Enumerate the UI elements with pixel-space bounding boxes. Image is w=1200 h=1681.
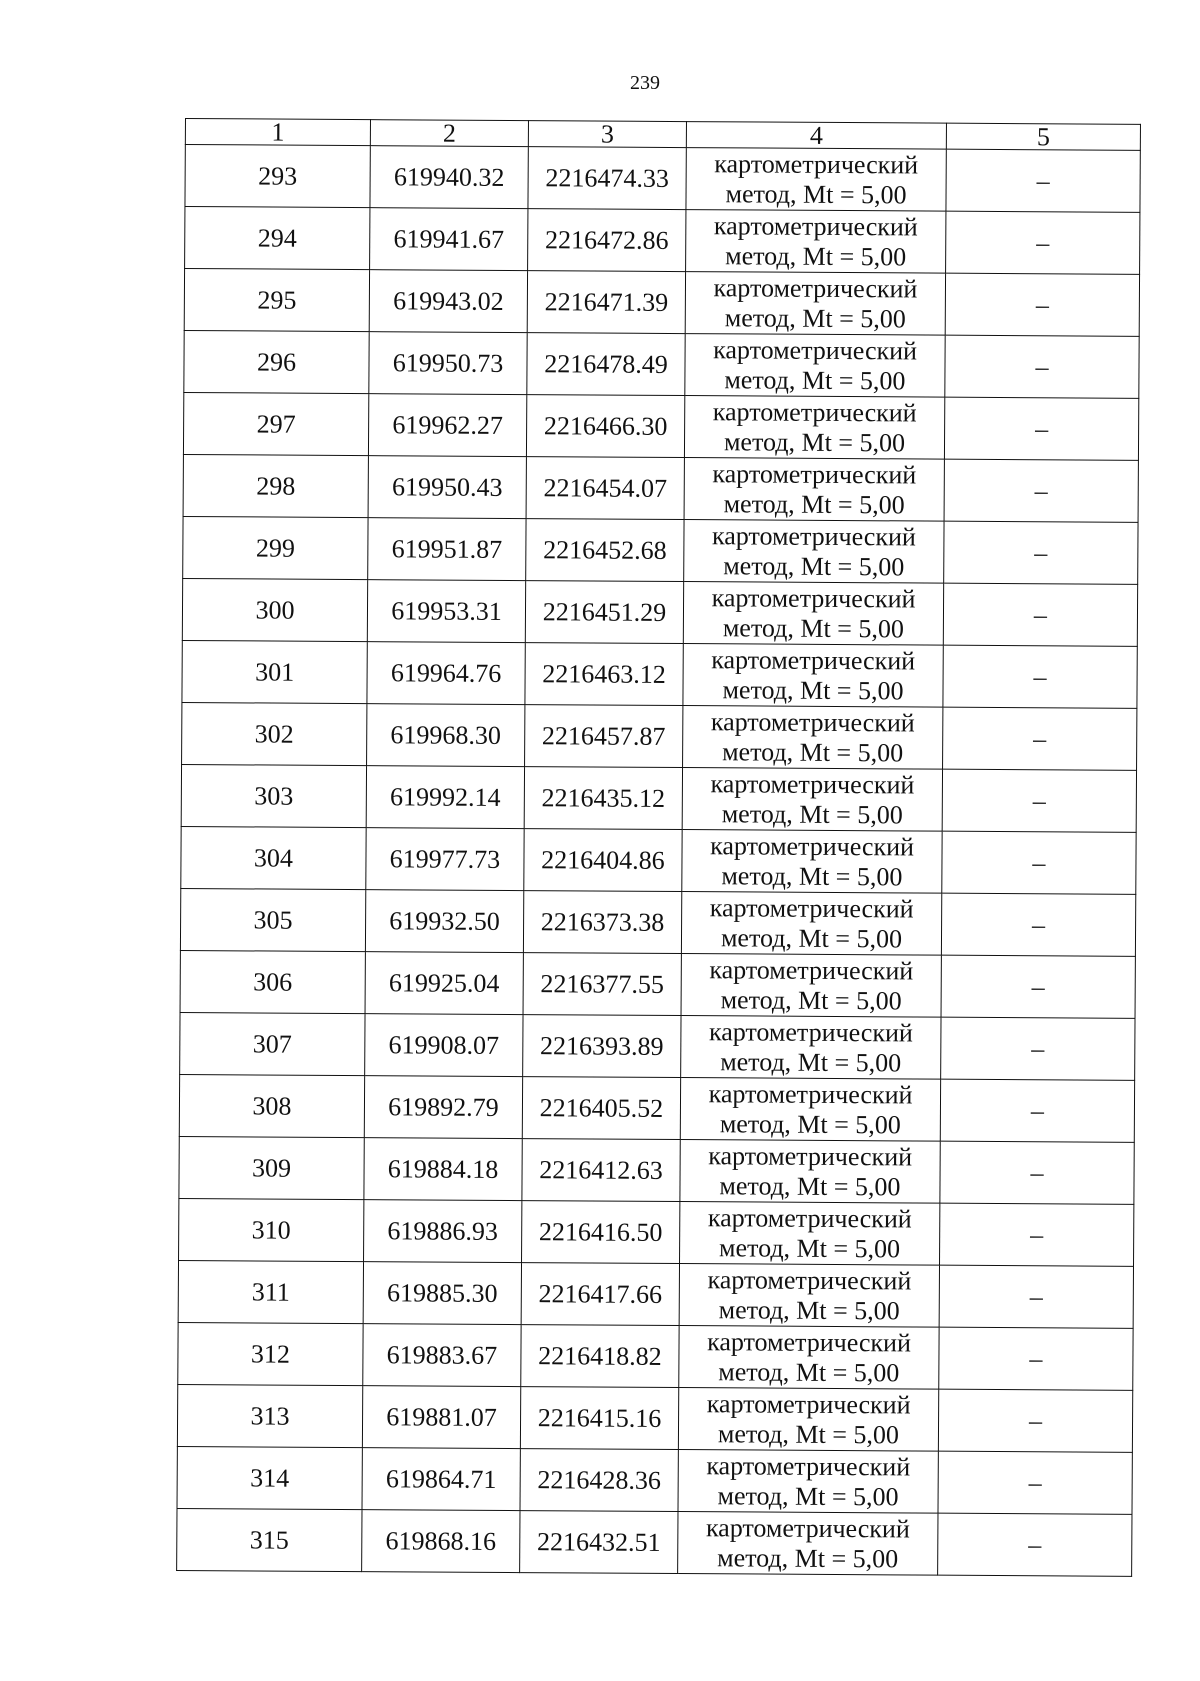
point-number-cell: 305 (180, 888, 365, 951)
x-coordinate-cell: 619932.50 (365, 890, 523, 953)
method-line-1: картометрический (713, 272, 918, 303)
note-cell: – (946, 149, 1140, 212)
note-cell: – (942, 769, 1136, 832)
x-coordinate-cell: 619992.14 (366, 766, 524, 829)
y-coordinate-cell: 2216466.30 (526, 395, 684, 458)
method-line-2: метод, Mt = 5,00 (722, 736, 904, 767)
method-line-2: метод, Mt = 5,00 (723, 426, 906, 457)
note-cell: – (938, 1389, 1132, 1452)
column-header: 5 (946, 123, 1140, 150)
note-cell: – (941, 893, 1135, 956)
y-coordinate-cell: 2216404.86 (524, 829, 682, 892)
method-line-1: картометрический (708, 1140, 913, 1171)
y-coordinate-cell: 2216451.29 (525, 581, 683, 644)
method-cell (683, 582, 943, 646)
table-row (179, 1198, 1134, 1266)
note-cell: – (939, 1265, 1133, 1328)
table-row (183, 454, 1138, 522)
y-coordinate-cell: 2216478.49 (527, 333, 685, 396)
note-cell: – (944, 397, 1138, 460)
method-line-2: метод, Mt = 5,00 (723, 550, 905, 581)
method-cell (680, 1140, 940, 1204)
method-cell (684, 396, 944, 460)
method-line-2: метод, Mt = 5,00 (719, 1232, 901, 1263)
method-line-2: метод, Mt = 5,00 (719, 1108, 901, 1139)
method-line-1: картометрический (713, 210, 918, 241)
point-number-cell: 314 (177, 1446, 362, 1509)
x-coordinate-cell: 619950.43 (368, 456, 526, 519)
note-cell: – (940, 1203, 1134, 1266)
method-line-1: картометрический (711, 644, 916, 675)
point-number-cell: 300 (182, 578, 367, 641)
x-coordinate-cell: 619886.93 (364, 1200, 522, 1263)
method-line-2: метод, Mt = 5,00 (717, 1542, 899, 1573)
table-row (180, 1012, 1135, 1080)
y-coordinate-cell: 2216428.36 (520, 1449, 678, 1512)
method-cell (678, 1450, 938, 1514)
note-cell: – (938, 1451, 1132, 1514)
y-coordinate-cell: 2216474.33 (528, 147, 686, 210)
point-number-cell: 307 (180, 1012, 365, 1075)
method-line-1: картометрический (713, 334, 918, 365)
x-coordinate-cell: 619941.67 (370, 208, 528, 271)
method-cell (681, 954, 941, 1018)
method-cell (679, 1264, 939, 1328)
y-coordinate-cell: 2216393.89 (523, 1015, 681, 1078)
note-cell: – (944, 459, 1138, 522)
table-row (184, 330, 1139, 398)
method-cell (683, 644, 943, 708)
point-number-cell: 304 (181, 826, 366, 889)
note-cell: – (946, 211, 1140, 274)
method-line-2: метод, Mt = 5,00 (721, 798, 903, 829)
column-header: 3 (528, 121, 686, 148)
table-row (182, 702, 1137, 770)
method-line-2: метод, Mt = 5,00 (721, 860, 903, 891)
x-coordinate-cell: 619881.07 (362, 1386, 520, 1449)
table-row (184, 269, 1139, 337)
y-coordinate-cell: 2216417.66 (521, 1263, 679, 1326)
method-line-2: метод, Mt = 5,00 (717, 1480, 899, 1511)
table-row (185, 145, 1140, 213)
note-cell: – (945, 335, 1139, 398)
method-cell (685, 334, 945, 398)
x-coordinate-cell: 619951.87 (368, 518, 526, 581)
table-row (185, 207, 1140, 275)
method-line-2: метод, Mt = 5,00 (718, 1356, 900, 1387)
x-coordinate-cell: 619964.76 (367, 642, 525, 705)
point-number-cell: 315 (177, 1508, 362, 1571)
note-cell: – (945, 273, 1139, 336)
table-row (182, 578, 1137, 646)
note-cell: – (940, 1141, 1134, 1204)
note-cell: – (941, 1017, 1135, 1080)
x-coordinate-cell: 619962.27 (368, 394, 526, 457)
method-line-1: картометрический (712, 458, 917, 489)
x-coordinate-cell: 619953.31 (367, 580, 525, 643)
method-line-1: картометрический (712, 396, 917, 427)
point-number-cell: 312 (178, 1322, 363, 1385)
method-cell (686, 148, 946, 212)
y-coordinate-cell: 2216452.68 (526, 519, 684, 582)
method-cell (682, 768, 942, 832)
point-number-cell: 301 (182, 640, 367, 703)
point-number-cell: 309 (179, 1136, 364, 1199)
method-cell (682, 830, 942, 894)
y-coordinate-cell: 2216471.39 (527, 271, 685, 334)
note-cell: – (940, 1079, 1134, 1142)
y-coordinate-cell: 2216463.12 (525, 643, 683, 706)
point-number-cell: 295 (184, 269, 369, 332)
method-line-1: картометрический (708, 1016, 913, 1047)
x-coordinate-cell: 619892.79 (364, 1076, 522, 1139)
y-coordinate-cell: 2216435.12 (524, 767, 682, 830)
method-cell (685, 272, 945, 336)
point-number-cell: 306 (180, 950, 365, 1013)
method-line-2: метод, Mt = 5,00 (718, 1294, 900, 1325)
method-cell (684, 458, 944, 522)
column-header: 4 (686, 122, 946, 150)
method-cell (679, 1326, 939, 1390)
method-line-1: картометрический (706, 1388, 911, 1419)
method-line-2: метод, Mt = 5,00 (723, 488, 905, 519)
x-coordinate-cell: 619950.73 (369, 332, 527, 395)
table-row (183, 516, 1138, 584)
x-coordinate-cell: 619868.16 (362, 1510, 520, 1573)
x-coordinate-cell: 619977.73 (366, 828, 524, 891)
x-coordinate-cell: 619968.30 (367, 704, 525, 767)
table-row (177, 1508, 1132, 1576)
method-line-1: картометрический (710, 706, 915, 737)
table-row (177, 1384, 1132, 1452)
method-line-2: метод, Mt = 5,00 (724, 364, 906, 395)
point-number-cell: 293 (185, 145, 370, 208)
y-coordinate-cell: 2216454.07 (526, 457, 684, 520)
table-row (179, 1136, 1134, 1204)
x-coordinate-cell: 619943.02 (369, 270, 527, 333)
note-cell: – (938, 1513, 1132, 1576)
method-cell (678, 1388, 938, 1452)
point-number-cell: 298 (183, 454, 368, 517)
method-cell (680, 1202, 940, 1266)
point-number-cell: 311 (178, 1260, 363, 1323)
method-line-2: метод, Mt = 5,00 (719, 1170, 901, 1201)
point-number-cell: 297 (183, 392, 368, 455)
point-number-cell: 302 (182, 702, 367, 765)
method-line-1: картометрический (710, 768, 915, 799)
method-line-1: картометрический (707, 1264, 912, 1295)
table-row (178, 1322, 1133, 1390)
column-header: 1 (185, 119, 370, 146)
table-row (180, 950, 1135, 1018)
coordinates-table (176, 118, 1141, 1577)
page-number: 239 (630, 72, 660, 94)
method-line-1: картометрический (707, 1326, 912, 1357)
table-row (183, 392, 1138, 460)
y-coordinate-cell: 2216377.55 (523, 953, 681, 1016)
x-coordinate-cell: 619925.04 (365, 952, 523, 1015)
method-line-2: метод, Mt = 5,00 (720, 1046, 902, 1077)
method-cell (678, 1512, 938, 1576)
method-line-1: картометрический (705, 1512, 910, 1543)
point-number-cell: 313 (177, 1384, 362, 1447)
x-coordinate-cell: 619864.71 (362, 1448, 520, 1511)
note-cell: – (944, 521, 1138, 584)
method-line-2: метод, Mt = 5,00 (725, 178, 907, 209)
method-line-1: картометрический (711, 582, 916, 613)
x-coordinate-cell: 619940.32 (370, 146, 528, 209)
note-cell: – (943, 645, 1137, 708)
method-line-2: метод, Mt = 5,00 (724, 302, 906, 333)
table-body (177, 145, 1141, 1577)
point-number-cell: 294 (185, 207, 370, 270)
y-coordinate-cell: 2216373.38 (523, 891, 681, 954)
x-coordinate-cell: 619908.07 (365, 1014, 523, 1077)
table-row (178, 1260, 1133, 1328)
method-cell (681, 1016, 941, 1080)
point-number-cell: 296 (184, 330, 369, 393)
note-cell: – (943, 707, 1137, 770)
method-line-1: картометрический (710, 830, 915, 861)
method-line-2: метод, Mt = 5,00 (722, 674, 904, 705)
y-coordinate-cell: 2216405.52 (522, 1077, 680, 1140)
y-coordinate-cell: 2216416.50 (522, 1201, 680, 1264)
method-cell (680, 1078, 940, 1142)
y-coordinate-cell: 2216418.82 (521, 1325, 679, 1388)
method-line-2: метод, Mt = 5,00 (717, 1418, 900, 1449)
table-row (181, 826, 1136, 894)
method-line-1: картометрический (711, 520, 916, 551)
method-line-2: метод, Mt = 5,00 (720, 984, 902, 1015)
x-coordinate-cell: 619884.18 (364, 1138, 522, 1201)
point-number-cell: 310 (179, 1198, 364, 1261)
method-line-1: картометрический (714, 148, 919, 179)
table-row (177, 1446, 1132, 1514)
x-coordinate-cell: 619885.30 (363, 1262, 521, 1325)
point-number-cell: 303 (181, 764, 366, 827)
method-line-1: картометрический (709, 954, 914, 985)
y-coordinate-cell: 2216472.86 (528, 209, 686, 272)
column-header: 2 (370, 120, 528, 147)
method-line-2: метод, Mt = 5,00 (720, 922, 903, 953)
method-line-2: метод, Mt = 5,00 (722, 612, 904, 643)
x-coordinate-cell: 619883.67 (363, 1324, 521, 1387)
method-line-1: картометрический (706, 1450, 911, 1481)
method-line-1: картометрический (709, 892, 914, 923)
y-coordinate-cell: 2216415.16 (520, 1387, 678, 1450)
y-coordinate-cell: 2216412.63 (522, 1139, 680, 1202)
note-cell: – (943, 583, 1137, 646)
note-cell: – (939, 1327, 1133, 1390)
table-row (180, 888, 1135, 956)
table-row (181, 764, 1136, 832)
method-cell (684, 520, 944, 584)
method-line-2: метод, Mt = 5,00 (725, 240, 907, 271)
method-cell (686, 210, 946, 274)
note-cell: – (941, 955, 1135, 1018)
y-coordinate-cell: 2216457.87 (525, 705, 683, 768)
table-row (182, 640, 1137, 708)
y-coordinate-cell: 2216432.51 (520, 1511, 678, 1574)
point-number-cell: 299 (183, 516, 368, 579)
point-number-cell: 308 (179, 1074, 364, 1137)
method-line-1: картометрический (708, 1078, 913, 1109)
method-cell (683, 706, 943, 770)
note-cell: – (942, 831, 1136, 894)
method-cell (681, 892, 941, 956)
table-row (179, 1074, 1134, 1142)
method-line-1: картометрический (707, 1202, 912, 1233)
